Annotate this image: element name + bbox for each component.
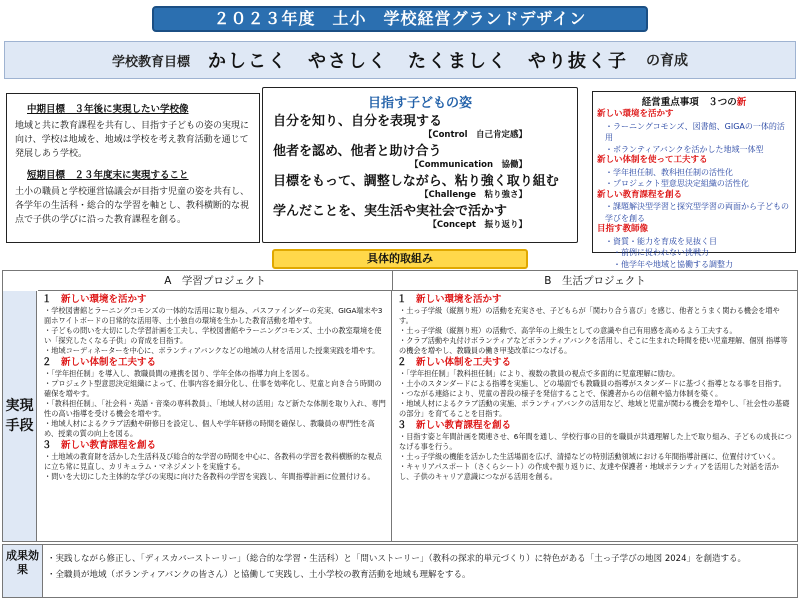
- priority-heading-3: 新しい教育課程を創る: [597, 189, 683, 200]
- priorities-title-new: 新: [736, 97, 747, 108]
- list-item: ・「学年担任制」「教科担任制」により、複数の教員の視点で多面的に児童理解に励む。: [399, 369, 680, 378]
- column-head-b: B 生活プロジェクト: [393, 271, 797, 291]
- list-item: ・地域コーディネーターを中心に、ボランティアバンクなどの地域の人材を活用した授業実践を増やす。: [44, 346, 380, 355]
- list-item: ・プロジェクト型意思決定組織によって、仕事内容を細分化し、仕事を効率化し、児童と向き合う時間の確保を増やす。: [44, 379, 382, 398]
- list-item: ・クラブ活動や丸付けボランティアなどボランティアバンクを活用し、そこに生まれた時間を使い児童理解、個別 指導等の機会を増やし、教職員の働き甲斐改革につなげる。: [399, 336, 788, 355]
- section-heading: [42, 357, 387, 369]
- priority-item: ・学年担任制、教科担任制の活性化: [605, 167, 733, 177]
- child-trait-3: 目標をもって、調整しながら、粘り強く取り組む: [273, 174, 559, 189]
- priority-heading-2: 新しい体制を使って工夫する: [597, 155, 708, 165]
- priority-item: ・課題解決型学習と探究型学習の両面から子どもの学びを創る: [605, 202, 789, 223]
- page-title-banner: ２０２３年度 土小 学校経営グランドデザイン: [152, 6, 648, 32]
- priorities-title-prefix: 経営重点事項 ３つの: [641, 97, 737, 108]
- goals-panel: [6, 93, 260, 243]
- life-project-column: [393, 291, 797, 541]
- section-number: ３: [397, 420, 407, 431]
- list-item: ・子どもの問いを大切にした学習計画を工夫し、学校図書館やラーニングコモンズ、土小の教室環境を使い「探究したくなる子供」の育成を目指す。: [44, 326, 382, 345]
- mid-term-text: 地域と共に教育課程を共有し、目指す子どもの姿の実現に向け、学校は地域を、地域は学校を考え教育活動を通じて発展しあう学校。: [15, 121, 250, 159]
- section-number: １: [42, 294, 52, 305]
- list-item: ・土っ子学級（縦割り班）の活動を充実させ、子どもらが「関わり合う喜び」を感じ、他者とうまく関わる機会を増やす。: [399, 306, 780, 325]
- priorities-panel: [592, 91, 796, 269]
- section-title: 新しい教育課程を創る: [416, 420, 512, 431]
- child-trait-1: 自分を知り、自分を表現する: [273, 114, 443, 129]
- priority-item: ・ボランティアバンクを活かした地域一体型: [605, 144, 764, 154]
- section-title: 新しい体制を工夫する: [61, 357, 157, 368]
- section-title: 新しい環境を活かす: [61, 294, 147, 305]
- list-item: ・地域人材によるクラブ活動の実施、ボランティアバンクの活用など、地域と児童が関わる機会を増やし、「社会性の基礎の部分」を育てることを目指す。: [399, 399, 790, 418]
- list-item: ・土っ子学級（縦割り班）の活動で、高学年の上級生としての意識や自己有用感を高めるよう工夫する。: [399, 326, 737, 335]
- list-item: ・「教科担任制」、「社会科・英語・音楽の専科教員」、「地域人材の活用」など新たな体制を取り入れ、専門性の高い指導を受ける機会を増やす。: [44, 399, 386, 418]
- list-item: ・土地域の教育財を活かした生活科及び総合的な学習の時間を中心に、各教科の学習を教科横断的な視点に立ち常に見直し、カリキュラム・マネジメントを実施する。: [44, 452, 382, 471]
- section-heading: [397, 357, 793, 369]
- results-body: [47, 551, 793, 583]
- list-item: ・目指す姿と年間計画を関連させ、6年間を通し、学校行事の目的を職員が共通理解した上で取り組み、子どもの成長につなげる事を行う。: [399, 432, 792, 451]
- child-trait-2: 他者を認め、他者と助け合う: [273, 144, 442, 159]
- section-heading: [42, 440, 387, 452]
- center-title: 目指す子どもの姿: [367, 96, 472, 111]
- goal-suffix: の育成: [646, 53, 688, 69]
- priority-item: ・資質・能力を育成を見抜く目: [605, 236, 717, 246]
- column-head-a: A 学習プロジェクト: [38, 271, 393, 291]
- child-trait-4-tag: 【Concept 振り返り】: [428, 220, 527, 230]
- child-trait-2-tag: 【Communication 協働】: [410, 160, 527, 170]
- short-term-title: 短期目標 ２３年度末に実現すること: [27, 170, 189, 181]
- target-child-panel: [262, 87, 578, 243]
- short-term-text: 土小の職員と学校運営協議会が目指す児童の姿を共有し、各学年の生活科・総合的な学習を軸とし、教科横断的な視点で子供の学びに沿った教育課程を創る。: [15, 187, 250, 225]
- list-item: ・つながる連絡により、児童の普段の様子を発信することで、保護者からの信頼や協力体制を築く。: [399, 389, 723, 398]
- priority-item: ・前例に捉われない挑戦力: [613, 248, 709, 257]
- priorities-title: [597, 94, 791, 108]
- list-item: ・地域人材によるクラブ活動や研修日を設定し、個人や学年研修の時間を確保し、教職員の専門性を高め、授業の質の向上を図る。: [44, 419, 375, 438]
- section-heading: [397, 294, 793, 306]
- initiatives-grid: [2, 270, 798, 542]
- school-goal-bar: [4, 41, 796, 79]
- learning-project-column: [38, 291, 392, 541]
- section-title: 新しい環境を活かす: [416, 294, 502, 305]
- priority-item: ・他学年や地域と協働する調整力: [613, 259, 733, 269]
- section-tab: 具体的取組み: [272, 249, 528, 269]
- section-heading: [397, 420, 793, 432]
- section-number: ３: [42, 440, 52, 451]
- results-label: 成果効果: [3, 545, 43, 597]
- list-item: ・「学年担任制」を導入し、教職員間の連携を図り、学年全体の指導力向上を図る。: [44, 369, 314, 378]
- section-number: ２: [42, 357, 52, 368]
- list-item: ・土小のスタンダードによる指導を実施し、どの場面でも教職員の指導がスタンダードに基づく指導となる事を目指す。: [399, 379, 786, 388]
- list-item: ・問いを大切にした主体的な学びの実現に向けた各教科の学習を実践し、年間指導計画に位置付ける。: [44, 472, 375, 481]
- goal-label: 学校教育目標: [111, 54, 190, 70]
- priority-item: ・プロジェクト型意思決定組織の活性化: [605, 179, 749, 188]
- section-number: ２: [397, 357, 407, 368]
- side-label: [3, 291, 37, 541]
- list-item: ・キャリアパスポート（さくらシート）の作成や振り返りに、友達や保護者・地域ボランティアを活用した対話を活かし、子供のキャリア意識につながる活用を創る。: [399, 462, 779, 481]
- child-trait-4: 学んだことを、実生活や実社会で活かす: [273, 204, 508, 219]
- section-number: １: [397, 294, 407, 305]
- results-row: [2, 544, 798, 598]
- list-item: ・学校図書館とラーニングコモンズの一体的な活用に取り組み、パスファインダーの充実、GIGA端末や3面ホワイトボードの日常的な活用等、土小独自の環境を生かした教育活動を増やす。: [44, 306, 383, 325]
- side-label-text: 実現手段: [5, 398, 34, 434]
- section-heading: [42, 294, 387, 306]
- priority-heading-4: 目指す教師像: [597, 224, 649, 234]
- goal-main: かしこく やさしく たくましく やり抜く子: [208, 51, 628, 72]
- result-item: ・実践しながら修正し、「ディスカバーストーリー」（総合的な学習・生活科）と「問いストーリー」（教科の探求的単元づくり）に特色がある「土っ子学びの地図 2024」を創造する。: [47, 554, 746, 564]
- section-title: 新しい教育課程を創る: [61, 440, 157, 451]
- priority-item: ・ラーニングコモンズ、図書館、GIGAの一体的活用: [605, 121, 785, 142]
- child-trait-1-tag: 【Control 自己肯定感】: [423, 130, 527, 140]
- priority-heading-1: 新しい環境を活かす: [597, 109, 674, 119]
- mid-term-title: 中期目標 ３年後に実現したい学校像: [27, 104, 189, 115]
- list-item: ・土っ子学級の機能を活かした生活場面を広げ、清掃などの特別活動領域における年間指導計画に、位置付けていく。: [399, 452, 780, 461]
- section-title: 新しい体制を工夫する: [416, 357, 512, 368]
- child-trait-3-tag: 【Challenge 粘り強さ】: [419, 190, 527, 200]
- result-item: ・全職員が地域（ボランティアバンクの皆さん）と協働して実践し、土小学校の教育活動を地域も理解をする。: [47, 570, 471, 580]
